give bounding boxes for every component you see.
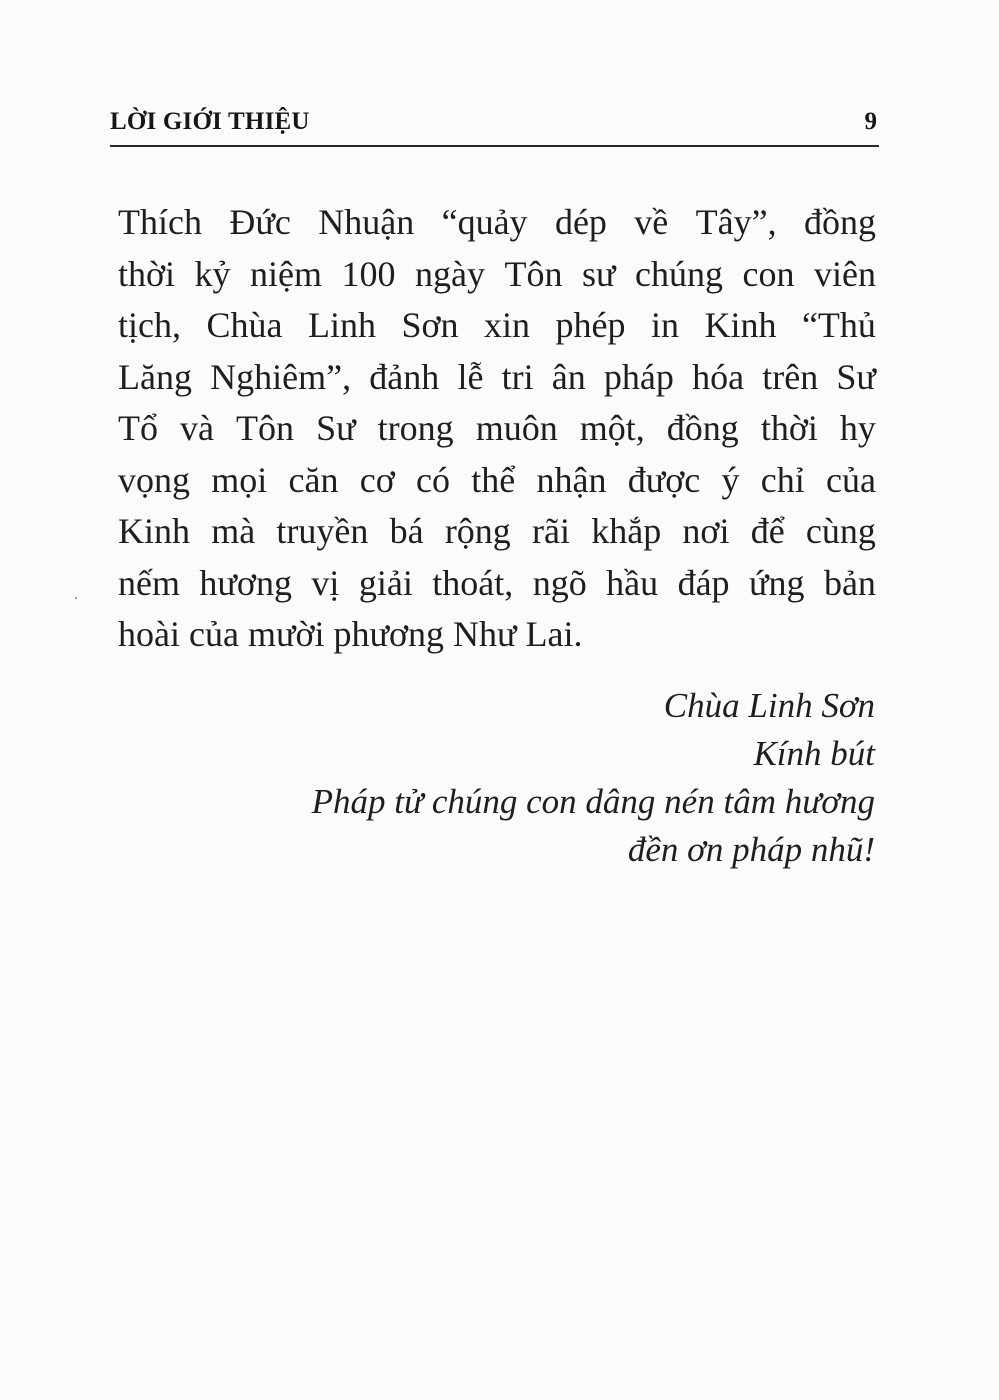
text-line — [118, 506, 876, 558]
word: thời — [118, 253, 176, 294]
paper-speck — [75, 597, 77, 599]
word: xin — [483, 305, 530, 345]
word: hoài của mười phương Như Lai. — [118, 614, 583, 654]
page-number: 9 — [864, 108, 877, 135]
chapter-title: LỜI GIỚI THIỆU — [110, 108, 310, 135]
word: Sơn — [401, 305, 459, 345]
word: vọng — [118, 459, 190, 500]
word: ngày — [415, 253, 486, 294]
word: 100 — [341, 253, 396, 294]
word: Nghiêm”, — [210, 356, 352, 397]
word: hầu — [606, 562, 659, 603]
word: hóa — [692, 356, 745, 397]
word: trong — [377, 408, 454, 448]
word: Thích — [118, 202, 202, 242]
word: chúng — [635, 253, 724, 294]
signature-respectfully: Kính bút — [753, 734, 875, 773]
word: nơi — [682, 511, 730, 551]
word: được — [627, 459, 701, 500]
word: đồng — [803, 202, 876, 242]
word: ứng — [749, 562, 805, 603]
word: kỷ — [194, 253, 231, 294]
word: phép — [555, 305, 626, 345]
signature-closing: đền ơn pháp nhũ! — [627, 830, 875, 869]
word: Tây”, — [695, 202, 777, 242]
word: thoát, — [432, 562, 514, 603]
word: con — [742, 253, 795, 294]
word: vị — [311, 562, 340, 603]
word: truyền — [276, 511, 369, 551]
word: đáp — [677, 562, 730, 603]
word: tri — [501, 356, 534, 397]
word: rãi — [532, 511, 570, 551]
word: Nhuận — [318, 202, 415, 242]
word: Chùa — [206, 305, 283, 345]
word: “quảy — [441, 202, 528, 242]
text-line — [118, 197, 876, 249]
word: “Thủ — [801, 305, 876, 345]
word: Kinh — [118, 511, 190, 551]
header-divider — [110, 145, 879, 147]
running-header — [110, 108, 879, 140]
word: niệm — [250, 253, 323, 294]
text-line — [118, 352, 876, 404]
word: hy — [839, 408, 876, 448]
word: và — [180, 408, 215, 448]
word: đồng — [666, 408, 739, 448]
word: dép — [554, 202, 607, 242]
word: Sư — [836, 356, 876, 397]
word: rộng — [444, 511, 511, 551]
body-paragraph — [118, 197, 876, 661]
word: giải — [358, 562, 413, 603]
word: cơ — [359, 459, 395, 500]
text-line — [118, 403, 876, 455]
text-line — [118, 455, 876, 507]
word: Sư — [316, 408, 356, 448]
word: của — [825, 459, 876, 500]
word: lễ — [457, 356, 484, 397]
text-line — [118, 558, 876, 610]
word: khắp — [591, 511, 662, 551]
word: in — [650, 305, 679, 345]
word: ý — [721, 459, 740, 500]
word: thể — [471, 459, 516, 500]
word: ngõ — [532, 562, 587, 603]
word: viên — [814, 253, 876, 294]
word: chỉ — [760, 459, 805, 500]
word: về — [634, 202, 669, 242]
word: mọi — [211, 459, 268, 500]
word: căn — [288, 459, 339, 500]
word: Tôn — [236, 408, 295, 448]
signature-temple-name: Chùa Linh Sơn — [663, 686, 875, 725]
word: nếm — [118, 562, 180, 603]
word: đảnh — [369, 356, 440, 397]
word: Lăng — [118, 356, 192, 397]
word: sư — [582, 253, 616, 294]
word: ân — [551, 356, 586, 397]
word: Linh — [307, 305, 376, 345]
word: muôn — [475, 408, 558, 448]
word: cùng — [805, 511, 876, 551]
word: bản — [823, 562, 876, 603]
signature-dedication: Pháp tử chúng con dâng nén tâm hương — [311, 782, 875, 821]
word: hương — [199, 562, 292, 603]
word: mà — [211, 511, 256, 551]
word: Đức — [229, 202, 291, 242]
word: thời — [760, 408, 818, 448]
word: Tôn — [504, 253, 563, 294]
word: nhận — [536, 459, 607, 500]
word: để — [750, 511, 785, 551]
signature-block — [255, 682, 875, 874]
word: bá — [389, 511, 424, 551]
word: có — [416, 459, 450, 500]
text-line — [118, 609, 876, 661]
word: Kinh — [704, 305, 777, 345]
text-line — [118, 300, 876, 352]
word: Tổ — [118, 408, 158, 448]
text-line — [118, 249, 876, 301]
word: pháp — [603, 356, 674, 397]
word: trên — [762, 356, 819, 397]
word: một, — [579, 408, 645, 448]
word: tịch, — [118, 305, 181, 345]
